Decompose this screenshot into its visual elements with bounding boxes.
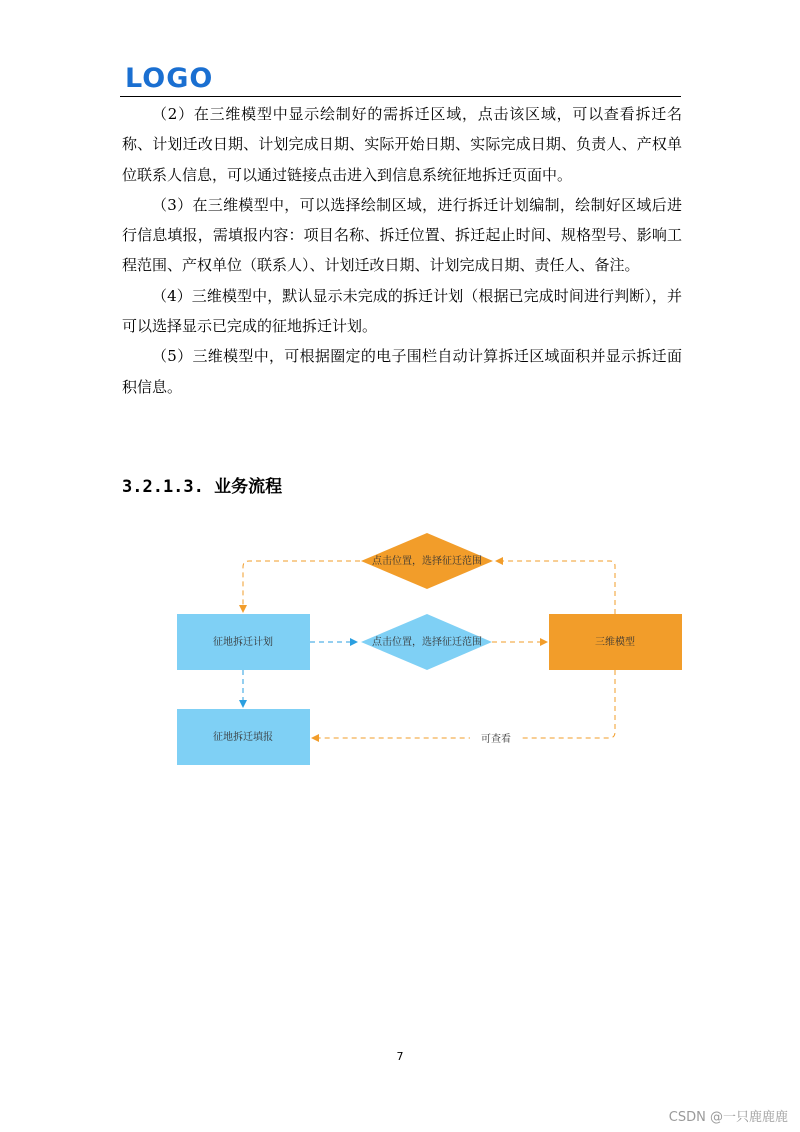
node-report-label: 征地拆迁填报 — [213, 732, 273, 743]
paragraph-5: （5）三维模型中，可根据圈定的电子围栏自动计算拆迁区域面积并显示拆迁面积信息。 — [122, 347, 682, 396]
body-text — [122, 99, 682, 402]
decision-mid-label: 点击位置，选择征迁范围 — [372, 637, 482, 648]
decision-top-label: 点击位置，选择征迁范围 — [372, 556, 482, 567]
flow-diagram — [0, 520, 800, 780]
logo-mark — [125, 62, 215, 92]
edge-model-to-top-decision — [497, 561, 615, 614]
edge-label-view: 可查看 — [481, 734, 511, 745]
paragraph-2: （2）在三维模型中显示绘制好的需拆迁区域，点击该区域，可以查看拆迁名称、计划迁改日期、计划完成日期、实际开始日期、实际完成日期、负责人、产权单位联系人信息，可以通过链接点击进入到信息系统征地拆迁页面中。 — [122, 105, 682, 184]
logo-wordmark: LOGO — [125, 63, 214, 92]
edge-model-to-report — [313, 670, 615, 738]
edge-top-decision-to-plan — [243, 561, 360, 611]
node-plan-label: 征地拆迁计划 — [213, 637, 273, 648]
header-rule — [120, 96, 681, 97]
watermark: CSDN @一只鹿鹿鹿 — [668, 1110, 788, 1125]
node-model-label: 三维模型 — [595, 637, 635, 648]
paragraph-3: （3）在三维模型中，可以选择绘制区域，进行拆迁计划编制，绘制好区域后进行信息填报，需填报内容：项目名称、拆迁位置、拆迁起止时间、规格型号、影响工程范围、产权单位（联系人）、计划迁改日期、计划完成日期、责任人、备注。 — [122, 195, 682, 275]
section-heading: 3.2.1.3. 业务流程 — [122, 477, 283, 497]
paragraph-4: （4）三维模型中，默认显示未完成的拆迁计划（根据已完成时间进行判断），并可以选择显示已完成的征地拆迁计划。 — [122, 286, 682, 336]
logo — [125, 62, 215, 92]
page-number: 7 — [396, 1050, 404, 1063]
